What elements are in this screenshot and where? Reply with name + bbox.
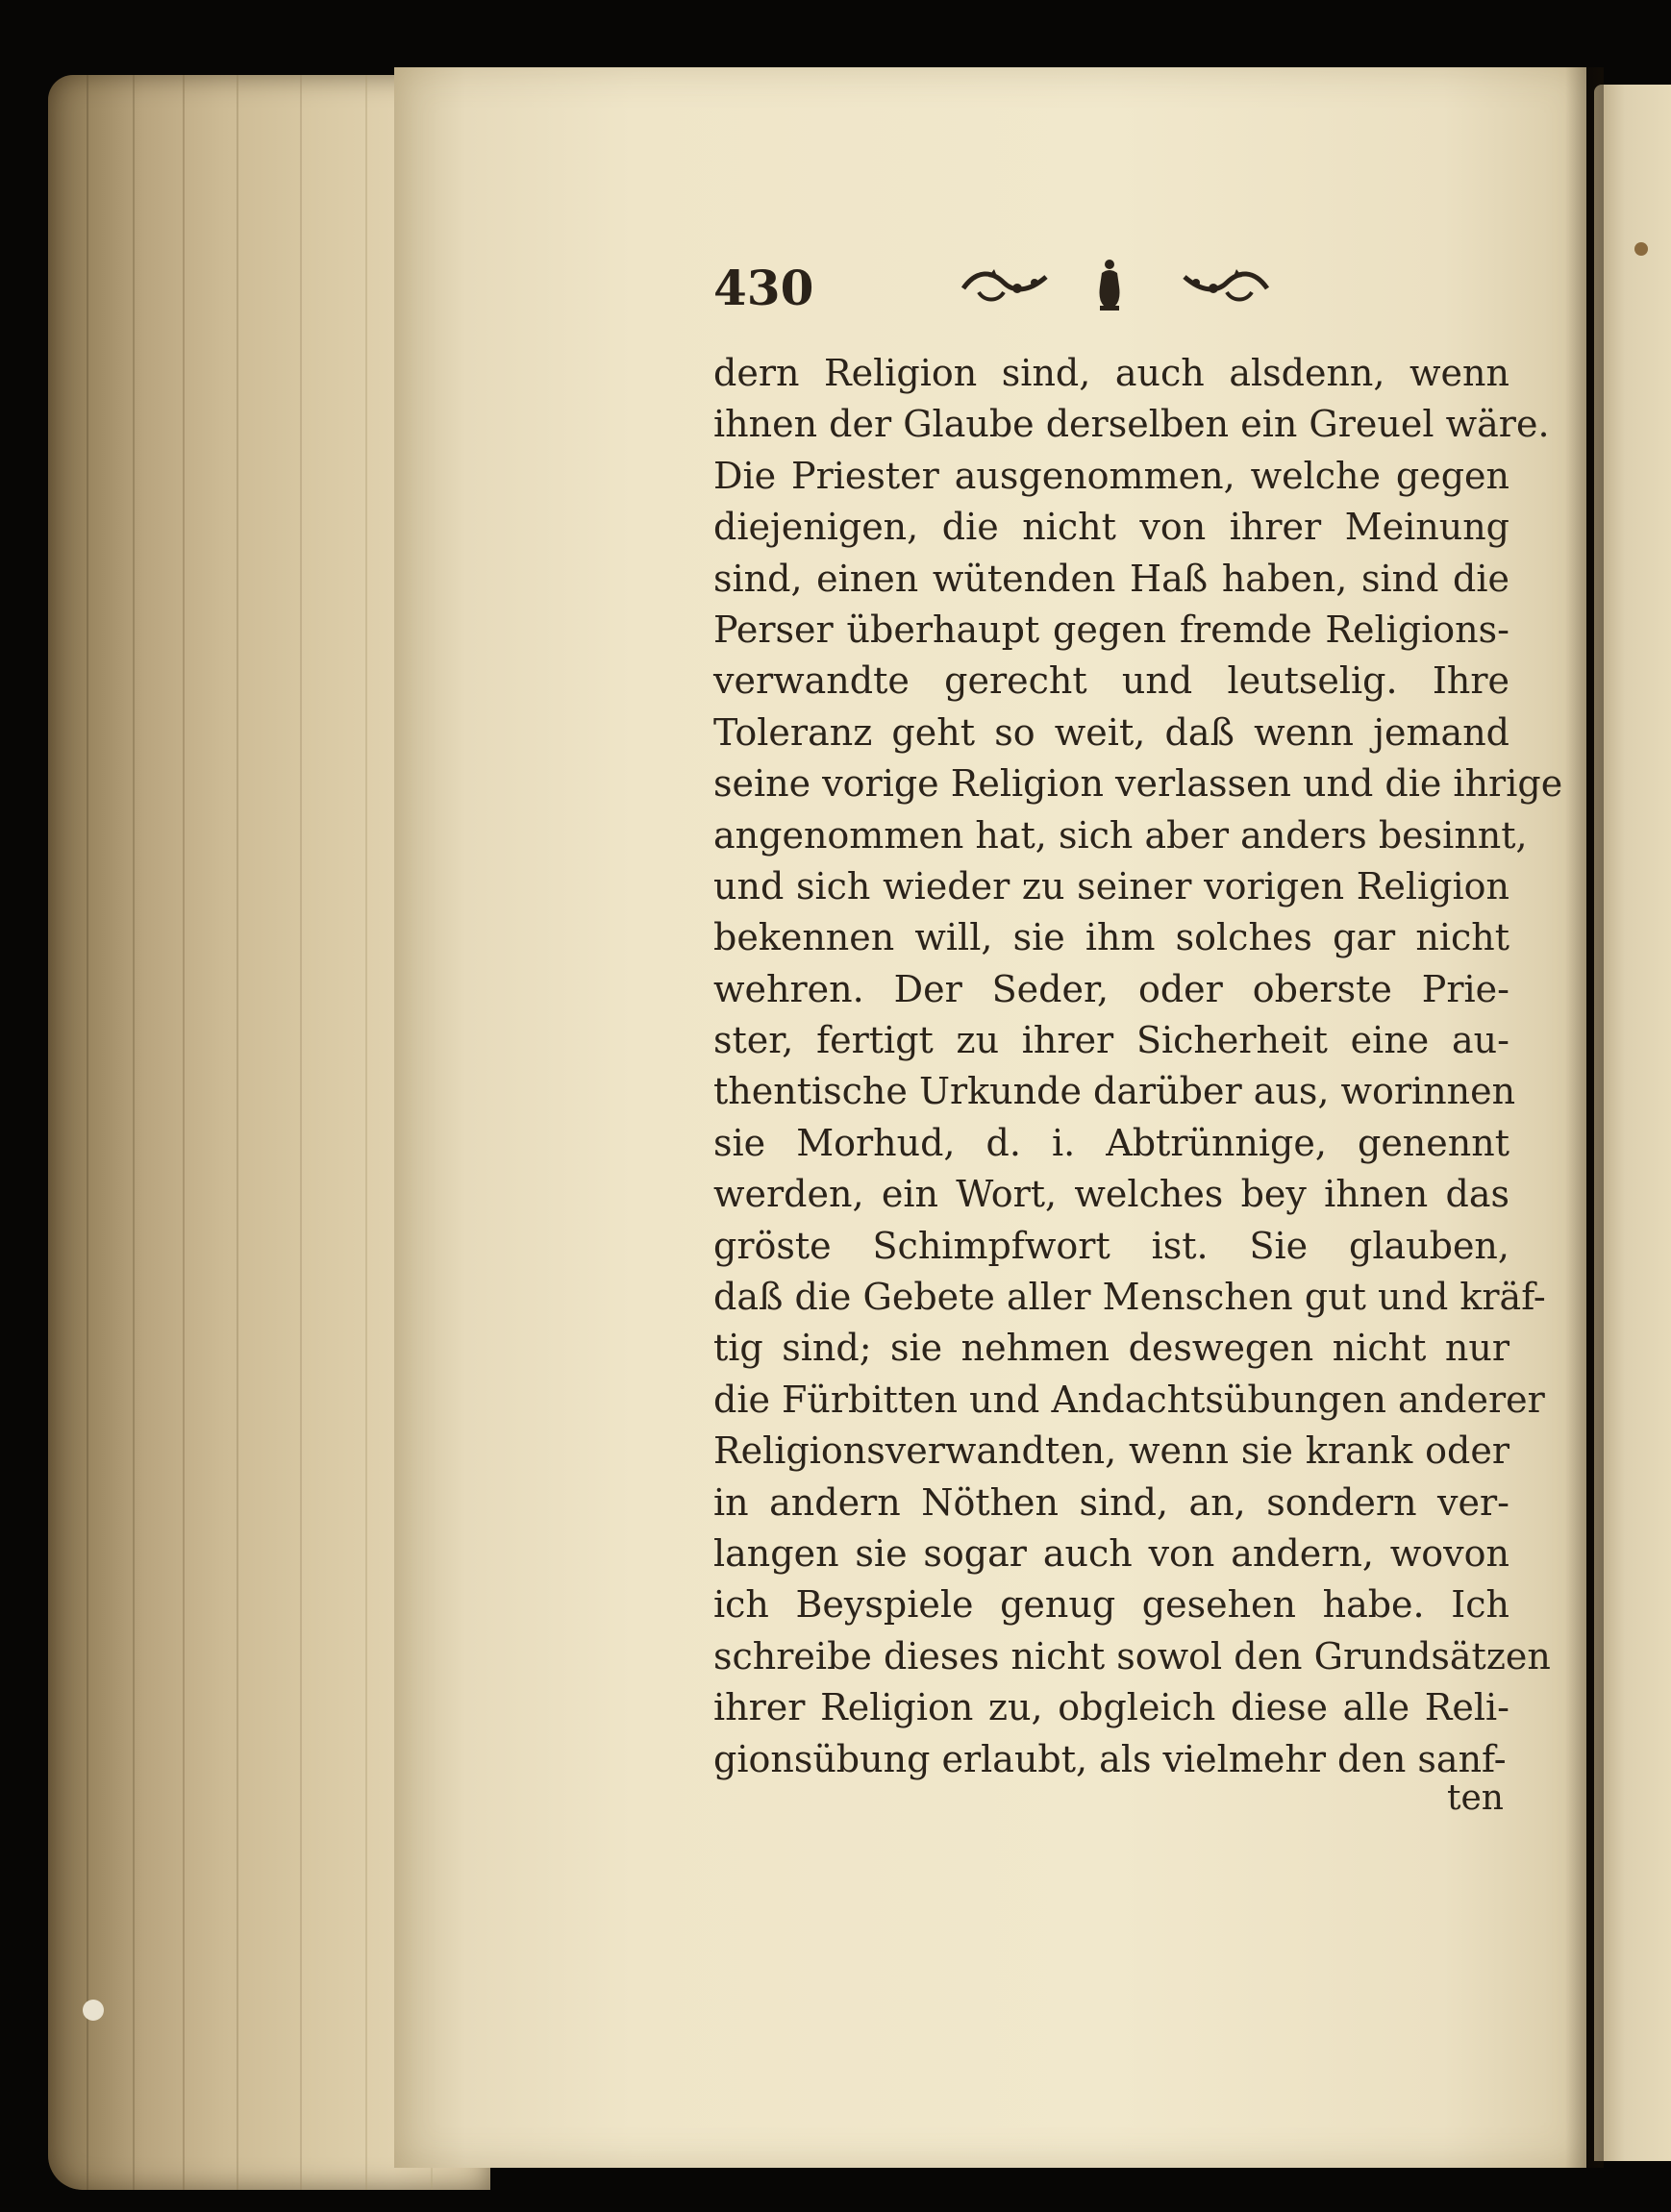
text-line: sie Morhud, d. i. Abtrünnige, genennt bbox=[713, 1121, 1509, 1164]
text-line: gröste Schimpfwort ist. Sie glauben, bbox=[713, 1224, 1509, 1267]
paper-blemish bbox=[83, 2000, 104, 2021]
text-line: Religionsverwandten, wenn sie krank oder bbox=[713, 1429, 1509, 1473]
edge-streak bbox=[183, 75, 185, 2190]
text-line: seine vorige Religion verlassen und die ihrige bbox=[713, 762, 1563, 806]
text-line: verwandte gerecht und leutselig. Ihre bbox=[713, 659, 1509, 703]
body-text bbox=[713, 348, 1563, 1785]
text-line: ich Beyspiele genug gesehen habe. Ich bbox=[713, 1583, 1509, 1627]
facing-page-edge bbox=[1594, 85, 1671, 2161]
edge-streak bbox=[365, 75, 367, 2190]
text-line: dern Religion sind, auch alsdenn, wenn bbox=[713, 352, 1509, 394]
text-line: Die Priester ausgenommen, welche gegen bbox=[713, 454, 1509, 497]
text-line: wehren. Der Seder, oder oberste Prie- bbox=[713, 967, 1509, 1010]
text-line: sind, einen wütenden Haß haben, sind die bbox=[713, 557, 1509, 600]
page-header bbox=[713, 258, 1271, 325]
floral-ornament-right-icon bbox=[1179, 263, 1271, 306]
text-line: die Fürbitten und Andachtsübungen anderer bbox=[713, 1378, 1545, 1421]
text-line: ihnen der Glaube derselben ein Greuel wäre. bbox=[713, 403, 1550, 446]
text-line: Toleranz geht so weit, daß wenn jemand bbox=[713, 710, 1509, 754]
vase-ornament-icon bbox=[1092, 258, 1127, 311]
catchword: ten bbox=[1447, 1778, 1504, 1818]
text-line: gionsübung erlaubt, als vielmehr den sanf- bbox=[713, 1737, 1507, 1780]
text-line: und sich wieder zu seiner vorigen Religion bbox=[713, 864, 1509, 907]
text-line: ster, fertigt zu ihrer Sicherheit eine au- bbox=[713, 1019, 1509, 1062]
text-line: Perser überhaupt gegen fremde Religions- bbox=[713, 608, 1509, 651]
edge-streak bbox=[300, 75, 302, 2190]
edge-streak bbox=[87, 75, 88, 2190]
text-line: schreibe dieses nicht sowol den Grundsätzen bbox=[713, 1634, 1551, 1678]
text-line: diejenigen, die nicht von ihrer Meinung bbox=[713, 506, 1509, 549]
text-line: langen sie sogar auch von andern, wovon bbox=[713, 1531, 1509, 1575]
edge-streak bbox=[133, 75, 135, 2190]
text-line: bekennen will, sie ihm solches gar nicht bbox=[713, 916, 1509, 959]
text-line: thentische Urkunde darüber aus, worinnen bbox=[713, 1070, 1516, 1113]
spine-shadow bbox=[1565, 67, 1604, 2168]
text-line: in andern Nöthen sind, an, sondern ver- bbox=[713, 1480, 1509, 1524]
text-line: angenommen hat, sich aber anders besinnt, bbox=[713, 813, 1528, 857]
text-line: werden, ein Wort, welches bey ihnen das bbox=[713, 1173, 1509, 1216]
text-line: daß die Gebete aller Menschen gut und kräf- bbox=[713, 1276, 1546, 1319]
floral-ornament-left-icon bbox=[960, 263, 1052, 306]
foxing-spot bbox=[1634, 242, 1648, 256]
page-number: 430 bbox=[713, 260, 814, 316]
edge-streak bbox=[237, 75, 238, 2190]
text-line: tig sind; sie nehmen deswegen nicht nur bbox=[713, 1327, 1509, 1370]
text-line: ihrer Religion zu, obgleich diese alle Reli- bbox=[713, 1686, 1509, 1729]
